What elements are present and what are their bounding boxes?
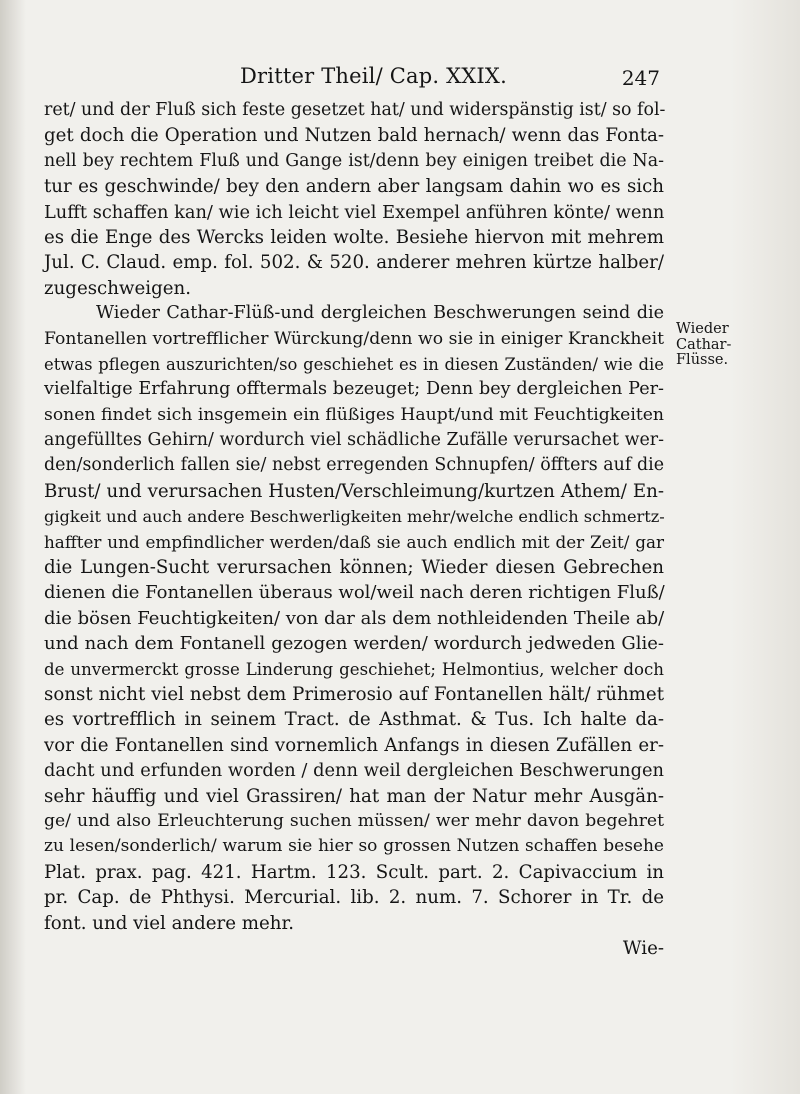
page-number: 247 <box>621 66 660 90</box>
text-line: tur es geschwinde/ bey den andern aber langsam dahin wo es sich <box>44 176 664 198</box>
text-line: Plat. prax. pag. 421. Hartm. 123. Scult. part. 2. Capivaccium in <box>44 861 664 883</box>
text-line: dienen die Fontanellen überaus wol/weil nach deren richtigen Fluß/ <box>44 582 665 604</box>
page-header <box>40 58 670 98</box>
paragraph-start-line: Wieder Cathar-Flüß-und dergleichen Beschwerungen seind die <box>96 303 664 324</box>
text-line: get doch die Operation und Nutzen bald hernach/ wenn das Fonta- <box>44 125 664 147</box>
text-line: den/sonderlich fallen sie/ nebst erregenden Schnupfen/ öffters auf die <box>44 455 664 476</box>
running-head: Dritter Theil/ Cap. XXIX. <box>240 64 507 88</box>
page-edge-shadow <box>730 0 800 1094</box>
margin-note-line: Flüsse. <box>676 352 729 368</box>
text-line: es die Enge des Wercks leiden wolte. Besiehe hiervon mit mehrem <box>44 226 664 248</box>
text-line: sonen findet sich insgemein ein flüßiges Haupt/und mit Feuchtigkeiten <box>44 404 664 425</box>
catchword: Wie- <box>622 937 664 959</box>
text-line: haffter und empfindlicher werden/daß sie auch endlich mit der Zeit/ gar <box>44 531 664 552</box>
text-line: Jul. C. Claud. emp. fol. 502. & 520. anderer mehren kürtze halber/ <box>44 252 664 274</box>
text-line: vielfaltige Erfahrung offtermals bezeuget; Denn bey dergleichen Per- <box>44 379 664 400</box>
text-line: es vortrefflich in seinem Tract. de Asthmat. & Tus. Ich halte da- <box>44 709 664 731</box>
text-line: die Lungen-Sucht verursachen können; Wieder diesen Gebrechen <box>44 557 664 579</box>
text-line: sonst nicht viel nebst dem Primerosio auf Fontanellen hält/ rühmet <box>44 683 664 705</box>
text-line: etwas pflegen auszurichten/so geschiehet es in diesen Zuständen/ wie die <box>44 354 664 374</box>
margin-note <box>676 322 746 369</box>
text-line: font. und viel andere mehr. <box>44 912 294 934</box>
text-line: nell bey rechtem Fluß und Gange ist/denn bey einigen treibet die Na- <box>44 150 664 171</box>
text-line: ret/ und der Fluß sich feste gesetzet hat/ und widerspänstig ist/ so fol- <box>44 100 666 120</box>
text-line: dacht und erfunden worden / denn weil dergleichen Beschwerungen <box>44 760 664 782</box>
text-line: de unvermerckt grosse Linderung geschiehet; Helmontius, welcher doch <box>44 659 664 679</box>
text-line: die bösen Feuchtigkeiten/ von dar als dem nothleidenden Theile ab/ <box>44 607 665 629</box>
text-line: sehr häuffig und viel Grassiren/ hat man der Natur mehr Ausgän- <box>44 785 664 807</box>
text-line: Lufft schaffen kan/ wie ich leicht viel Exempel anführen könte/ wenn <box>44 201 665 223</box>
text-line: Brust/ und verursachen Husten/Verschleimung/kurtzen Athem/ En- <box>44 480 664 502</box>
body-text <box>44 98 664 961</box>
text-line: gigkeit und auch andere Beschwerligkeiten mehr/welche endlich schmertz- <box>44 507 665 527</box>
page-gutter-shadow <box>0 0 26 1094</box>
text-line: vor die Fontanellen sind vornemlich Anfangs in diesen Zufällen er- <box>44 734 664 756</box>
text-line: zugeschweigen. <box>44 277 191 299</box>
text-line: angefülltes Gehirn/ wordurch viel schädliche Zufälle verursachet wer- <box>44 430 664 451</box>
text-line: pr. Cap. de Phthysi. Mercurial. lib. 2. num. 7. Schorer in Tr. de <box>44 887 664 909</box>
margin-note-line: Wieder <box>676 321 729 337</box>
text-line: und nach dem Fontanell gezogen werden/ wordurch jedweden Glie- <box>44 633 664 655</box>
text-line: zu lesen/sonderlich/ warum sie hier so grossen Nutzen schaffen besehe <box>44 836 664 857</box>
text-line: Fontanellen vortrefflicher Würckung/denn wo sie in einiger Kranckheit <box>44 328 664 349</box>
text-line: ge/ und also Erleuchterung suchen müssen/ wer mehr davon begehret <box>44 810 664 831</box>
margin-note-line: Cathar- <box>676 336 732 353</box>
